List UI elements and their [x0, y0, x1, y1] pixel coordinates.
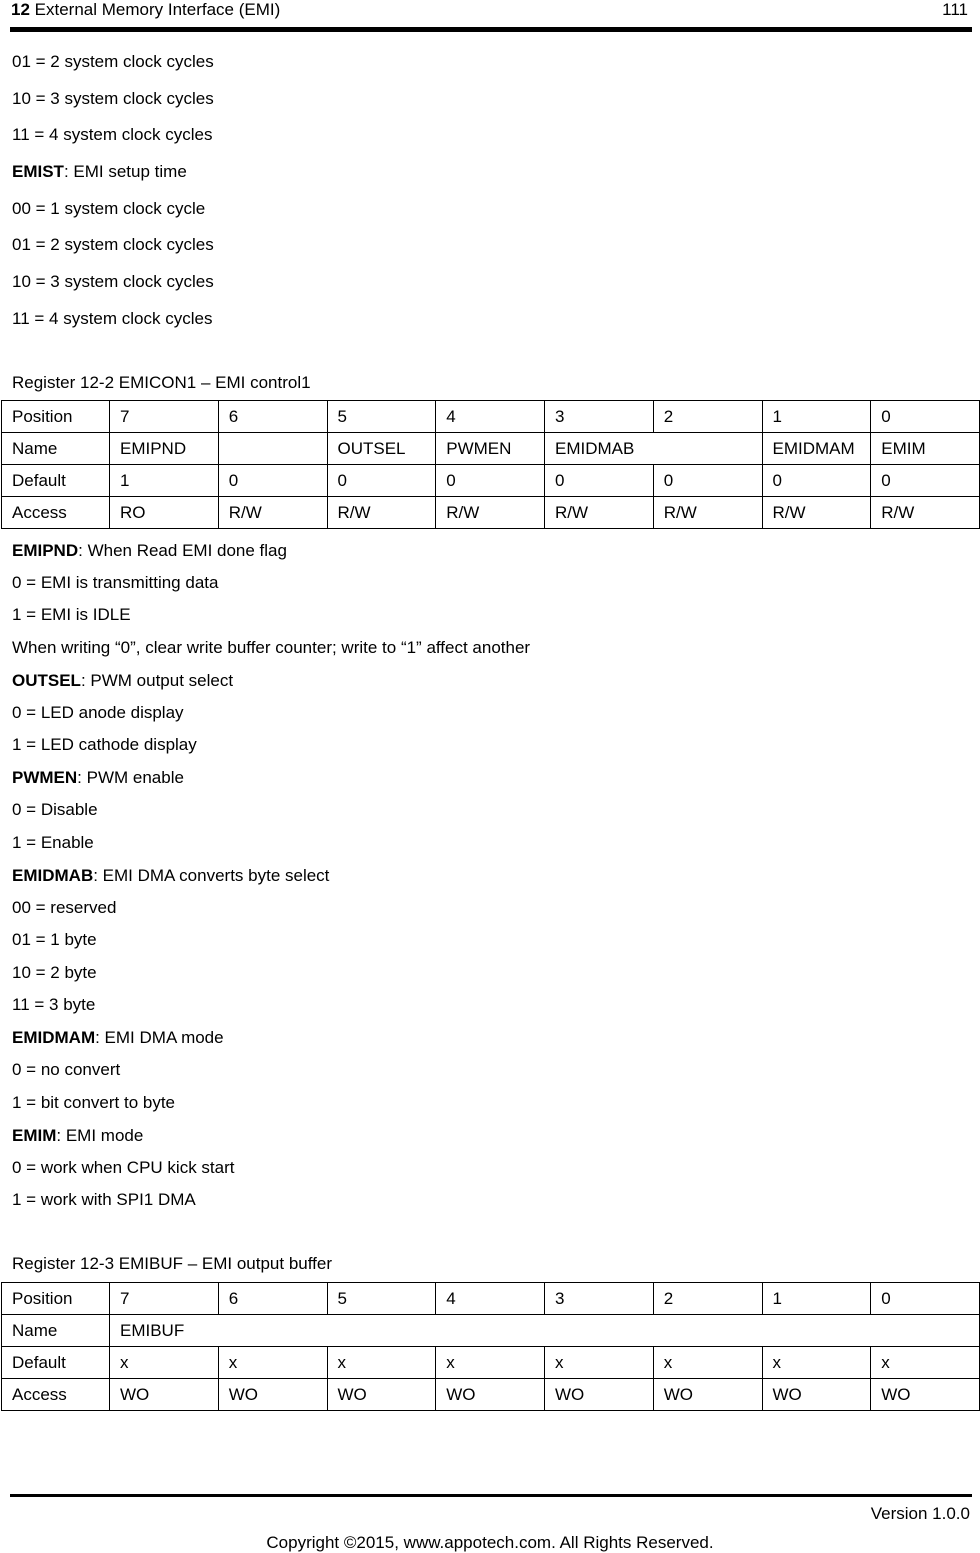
row-label: Access: [2, 497, 110, 529]
field-value: 0 = LED anode display: [12, 703, 184, 722]
table-row-access: [2, 497, 980, 529]
table-cell: 3: [545, 1283, 654, 1315]
register-table-emibuf: [1, 1282, 980, 1411]
copyright-notice: Copyright ©2015, www.appotech.com. All Rights Reserved.: [266, 1533, 714, 1552]
row-label: Name: [2, 1315, 110, 1347]
table-cell: x: [871, 1347, 980, 1379]
table-cell: OUTSEL: [327, 433, 436, 465]
table-cell: 7: [110, 1283, 219, 1315]
row-label: Position: [2, 401, 110, 433]
table-cell: x: [653, 1347, 762, 1379]
header-rule: [10, 27, 972, 32]
table-cell: WO: [545, 1379, 654, 1411]
table-cell: 0: [871, 1283, 980, 1315]
table-cell: 0: [871, 465, 980, 497]
field-name: OUTSEL: [12, 671, 81, 690]
table-cell: WO: [218, 1379, 327, 1411]
table-cell: 1: [762, 1283, 871, 1315]
row-label: Position: [2, 1283, 110, 1315]
field-value: 10 = 2 byte: [12, 963, 97, 982]
field-value: 11 = 4 system clock cycles: [12, 309, 213, 328]
table-row-access: [2, 1379, 980, 1411]
field-value: 10 = 3 system clock cycles: [12, 272, 214, 291]
table-row-default: [2, 1347, 980, 1379]
chapter-title: External Memory Interface (EMI): [34, 0, 281, 19]
field-desc: : EMI mode: [56, 1126, 144, 1145]
table-cell: 3: [545, 401, 654, 433]
table-row-default: [2, 465, 980, 497]
version-label: Version 1.0.0: [870, 1504, 970, 1523]
table-cell: 0: [327, 465, 436, 497]
table-cell: 5: [327, 401, 436, 433]
field-name: PWMEN: [12, 768, 78, 787]
table-cell: [218, 433, 327, 465]
field-heading-emist: [12, 162, 187, 182]
table-cell: EMIDMAB: [545, 433, 763, 465]
table-row-position: [2, 1283, 980, 1315]
field-value: 1 = LED cathode display: [12, 735, 197, 754]
intro-line: 11 = 4 system clock cycles: [12, 125, 213, 144]
field-desc: : EMI setup time: [63, 162, 187, 181]
field-name: EMIPND: [12, 541, 79, 560]
table-cell: 1: [762, 401, 871, 433]
table-cell: 6: [218, 1283, 327, 1315]
table-cell: x: [762, 1347, 871, 1379]
row-label: Name: [2, 433, 110, 465]
table-row-name: [2, 1315, 980, 1347]
table-cell: EMIPND: [110, 433, 219, 465]
table-row-name: [2, 433, 980, 465]
table-cell: x: [545, 1347, 654, 1379]
field-value: 00 = 1 system clock cycle: [12, 199, 206, 218]
table-cell: 0: [218, 465, 327, 497]
table-cell: R/W: [762, 497, 871, 529]
table-cell: x: [110, 1347, 219, 1379]
field-value: 1 = Enable: [12, 833, 94, 852]
field-value: 0 = EMI is transmitting data: [12, 573, 219, 592]
field-desc: : PWM enable: [77, 768, 184, 787]
field-value: When writing “0”, clear write buffer counter; write to “1” affect another: [12, 638, 531, 657]
table-cell: PWMEN: [436, 433, 545, 465]
table-cell: 1: [110, 465, 219, 497]
field-desc: : When Read EMI done flag: [78, 541, 287, 560]
table-cell: WO: [436, 1379, 545, 1411]
table-cell: x: [218, 1347, 327, 1379]
footer-rule: [10, 1494, 972, 1497]
table-cell: R/W: [218, 497, 327, 529]
intro-line: 10 = 3 system clock cycles: [12, 89, 214, 108]
row-label: Access: [2, 1379, 110, 1411]
row-label: Default: [2, 465, 110, 497]
table-cell: 2: [653, 401, 762, 433]
field-value: 0 = work when CPU kick start: [12, 1158, 235, 1177]
register-caption: Register 12-3 EMIBUF – EMI output buffer: [12, 1254, 332, 1273]
table-row-position: [2, 401, 980, 433]
field-value: 01 = 2 system clock cycles: [12, 235, 214, 254]
table-cell: x: [327, 1347, 436, 1379]
chapter-heading: [11, 0, 280, 20]
page-number: 111: [942, 0, 968, 19]
page-header: [0, 0, 980, 36]
table-cell: x: [436, 1347, 545, 1379]
field-desc: : EMI DMA mode: [95, 1028, 224, 1047]
table-cell: 5: [327, 1283, 436, 1315]
table-cell: R/W: [545, 497, 654, 529]
field-heading-outsel: [12, 671, 233, 691]
field-name: EMIDMAM: [12, 1028, 96, 1047]
field-value: 1 = work with SPI1 DMA: [12, 1190, 196, 1209]
table-cell: 0: [762, 465, 871, 497]
field-heading-pwmen: [12, 768, 184, 788]
field-value: 00 = reserved: [12, 898, 117, 917]
table-cell: 0: [436, 465, 545, 497]
table-cell: R/W: [436, 497, 545, 529]
table-cell: EMIDMAM: [762, 433, 871, 465]
field-heading-emim: [12, 1126, 143, 1146]
field-heading-emidmam: [12, 1028, 224, 1048]
table-cell: 6: [218, 401, 327, 433]
field-value: 1 = bit convert to byte: [12, 1093, 176, 1112]
table-cell: EMIM: [871, 433, 980, 465]
table-cell: WO: [110, 1379, 219, 1411]
table-cell: 2: [653, 1283, 762, 1315]
field-value: 0 = Disable: [12, 800, 98, 819]
table-cell: RO: [110, 497, 219, 529]
table-cell: EMIBUF: [110, 1315, 980, 1347]
chapter-number: 12: [11, 0, 30, 19]
field-heading-emipnd: [12, 541, 287, 561]
table-cell: R/W: [871, 497, 980, 529]
table-cell: WO: [871, 1379, 980, 1411]
field-name: EMIDMAB: [12, 866, 94, 885]
intro-line: 01 = 2 system clock cycles: [12, 52, 214, 71]
field-value: 0 = no convert: [12, 1060, 121, 1079]
table-cell: 0: [545, 465, 654, 497]
register-caption: Register 12-2 EMICON1 – EMI control1: [12, 373, 311, 392]
field-value: 1 = EMI is IDLE: [12, 605, 131, 624]
table-cell: WO: [327, 1379, 436, 1411]
table-cell: WO: [762, 1379, 871, 1411]
field-value: 11 = 3 byte: [12, 995, 96, 1014]
table-cell: 4: [436, 1283, 545, 1315]
table-cell: 7: [110, 401, 219, 433]
field-name: EMIM: [12, 1126, 57, 1145]
table-cell: 4: [436, 401, 545, 433]
field-name: EMIST: [12, 162, 64, 181]
table-cell: R/W: [653, 497, 762, 529]
row-label: Default: [2, 1347, 110, 1379]
field-desc: : PWM output select: [80, 671, 234, 690]
table-cell: WO: [653, 1379, 762, 1411]
field-desc: : EMI DMA converts byte select: [93, 866, 330, 885]
field-heading-emidmab: [12, 866, 329, 886]
table-cell: 0: [653, 465, 762, 497]
field-value: 01 = 1 byte: [12, 930, 97, 949]
register-table-emicon1: [1, 400, 980, 529]
table-cell: R/W: [327, 497, 436, 529]
table-cell: 0: [871, 401, 980, 433]
